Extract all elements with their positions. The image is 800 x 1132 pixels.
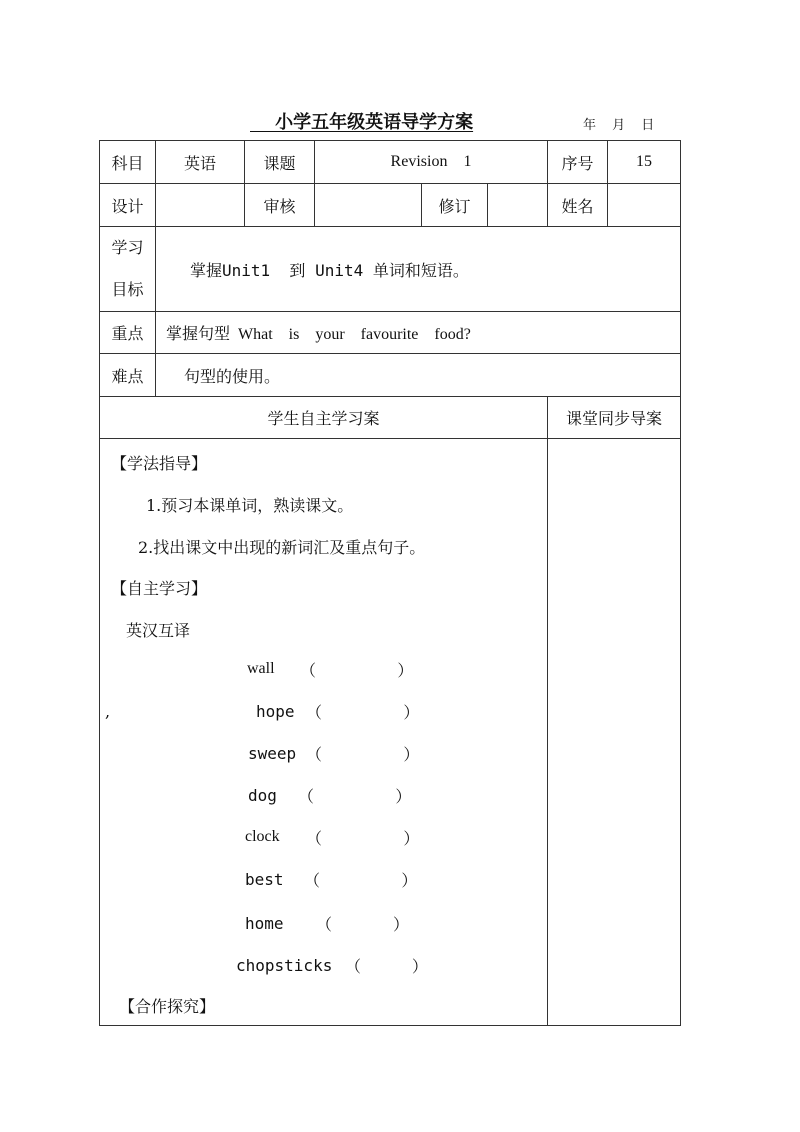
right-column-header: 课堂同步导案 <box>548 397 681 439</box>
vocab-blank: （ ） <box>300 661 414 680</box>
self-study-heading: 【自主学习】 <box>111 579 208 598</box>
vocab-word: home <box>245 914 284 933</box>
row-difficulty <box>100 354 681 397</box>
row-goals <box>100 227 681 312</box>
vocab-blank: （ ） <box>306 745 420 764</box>
translate-heading: 英汉互译 <box>126 621 191 640</box>
cooperation-heading: 【合作探究】 <box>119 997 216 1016</box>
student-study-area <box>100 439 548 1026</box>
difficulty-text: 句型的使用。 <box>156 354 681 397</box>
goals-label <box>100 227 156 312</box>
vocab-word: best <box>245 870 284 889</box>
goals-text: 掌握Unit1 到 Unit4 单词和短语。 <box>156 227 681 312</box>
subject-label: 科目 <box>100 141 156 184</box>
name-label: 姓名 <box>548 184 608 227</box>
vocab-word: chopsticks <box>236 956 333 975</box>
review-label: 审核 <box>245 184 315 227</box>
vocab-blank: （ ） <box>316 915 410 934</box>
page-title: 小学五年级英语导学方案 <box>250 112 474 133</box>
serial-label: 序号 <box>548 141 608 184</box>
revise-value <box>488 184 548 227</box>
review-value <box>315 184 422 227</box>
goals-label-line1: 学习 <box>111 238 144 257</box>
vocab-blank: （ ） <box>306 703 420 722</box>
row-info-1 <box>100 141 681 184</box>
step-2: 2.找出课文中出现的新词汇及重点句子。 <box>138 538 426 557</box>
stray-comma: , <box>105 702 111 721</box>
vocab-word: sweep <box>248 744 297 763</box>
vocab-word: hope <box>256 702 295 721</box>
row-columns <box>100 397 681 439</box>
row-body <box>100 439 681 1026</box>
vocab-blank: （ ） <box>304 871 418 890</box>
name-value <box>608 184 681 227</box>
key-point-label: 重点 <box>100 312 156 354</box>
vocab-word: clock <box>245 828 280 845</box>
subject-value: 英语 <box>156 141 245 184</box>
vocab-blank: （ ） <box>306 829 420 848</box>
revise-label: 修订 <box>422 184 488 227</box>
vocab-word: dog <box>248 786 277 805</box>
row-key-point <box>100 312 681 354</box>
step-1: 1.预习本课单词，熟读课文。 <box>146 496 354 515</box>
left-column-header: 学生自主学习案 <box>100 397 548 439</box>
classroom-guide-area <box>548 439 681 1026</box>
vocab-blank: （ ） <box>345 957 428 976</box>
row-info-2 <box>100 184 681 227</box>
key-point-text: 掌握句型 What is your favourite food? <box>156 312 681 354</box>
method-heading: 【学法指导】 <box>111 454 208 473</box>
design-value <box>156 184 245 227</box>
goals-label-line2: 目标 <box>111 280 144 299</box>
vocab-blank: （ ） <box>298 787 412 806</box>
serial-value: 15 <box>608 141 681 184</box>
lesson-plan-table <box>99 140 681 1026</box>
vocab-word: wall <box>247 660 275 677</box>
topic-label: 课题 <box>245 141 315 184</box>
topic-value: Revision 1 <box>315 141 548 184</box>
design-label: 设计 <box>100 184 156 227</box>
date-line: 年 月 日 <box>583 118 655 133</box>
difficulty-label: 难点 <box>100 354 156 397</box>
